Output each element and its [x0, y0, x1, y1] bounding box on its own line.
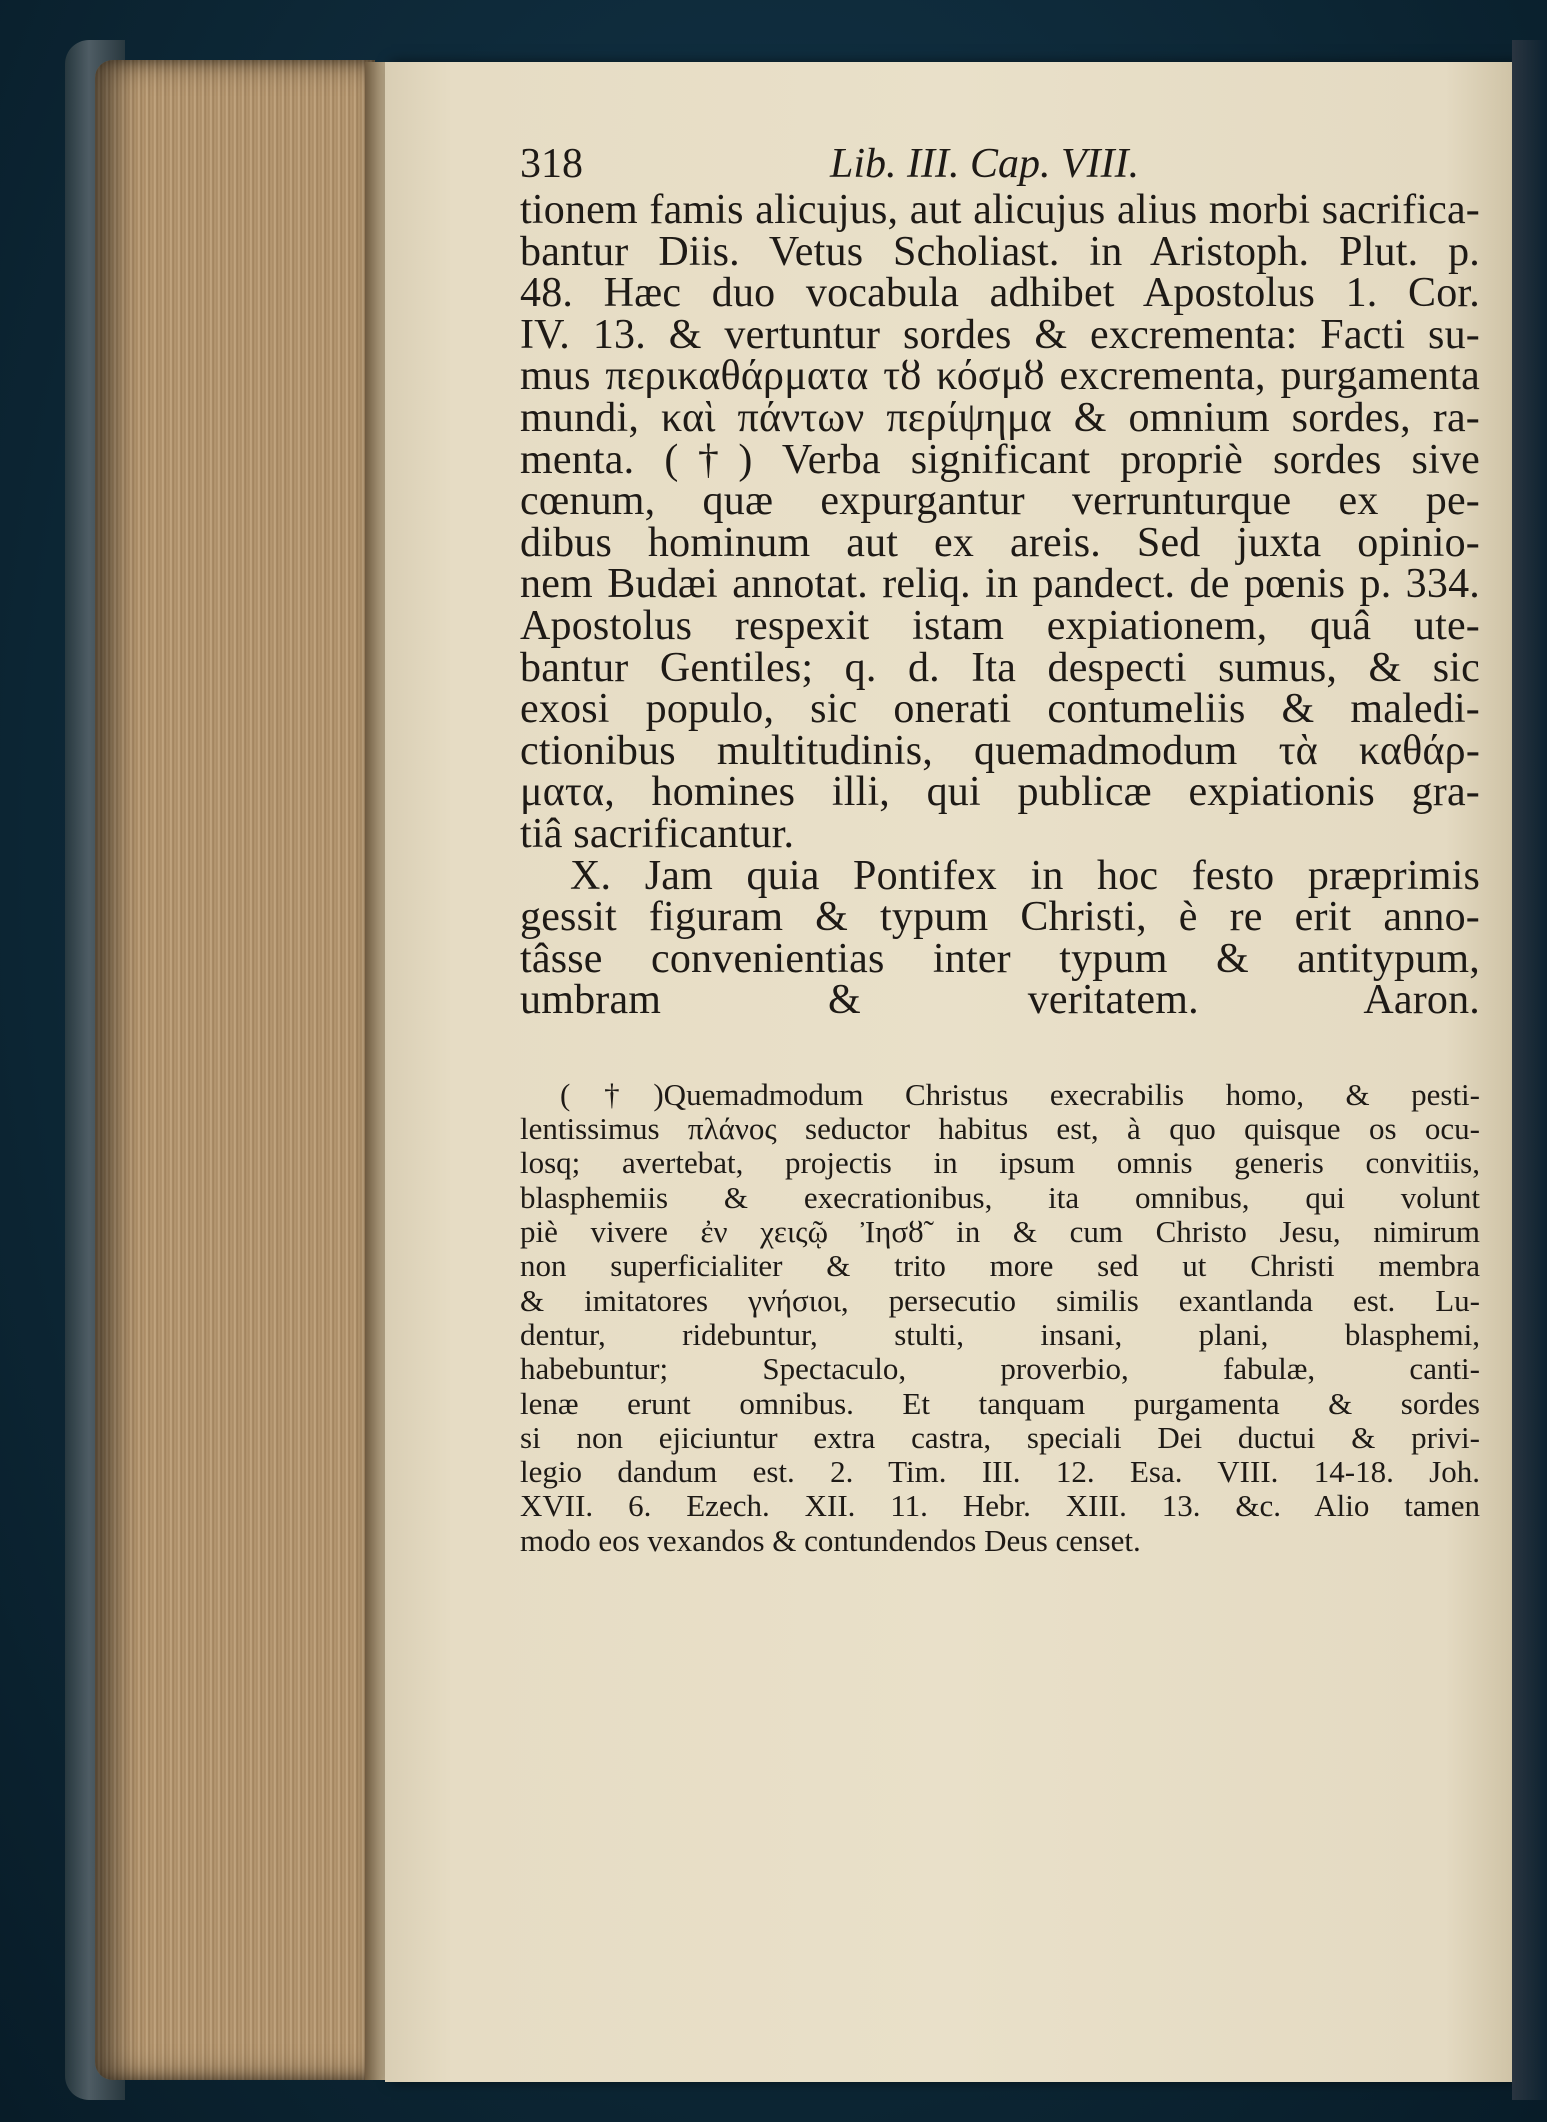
footnote-line: lenæ erunt omnibus. Et tanquam purgamenta & sordes	[520, 1385, 1480, 1421]
footnote	[520, 1078, 1480, 1558]
text-line: tâsse convenientias inter typum & antitypum,	[520, 935, 1480, 982]
footnote-line: (†)Quemadmodum Christus execrabilis homo, & pesti-	[560, 1076, 1480, 1112]
text-line: tiâ sacrificantur.	[520, 810, 795, 857]
text-line: nem Budæi annotat. reliq. in pandect. de pœnis p. 334.	[520, 561, 1480, 608]
text-line: umbram & veritatem. Aaron.	[520, 977, 1480, 1024]
text-line: cœnum, quæ expurgantur verrunturque ex pe-	[520, 478, 1480, 525]
running-header	[520, 140, 1480, 190]
text-line: IV. 13. & vertuntur sordes & excrementa: Facti su-	[520, 311, 1480, 358]
text-line: X. Jam quia Pontifex in hoc festo præprimis	[570, 852, 1480, 899]
footnote-line: lentissimus πλάνος seductor habitus est, à quo quisque os ocu-	[520, 1111, 1480, 1147]
text-line: tionem famis alicujus, aut alicujus alius morbi sacrifica-	[520, 187, 1480, 233]
text-line: dibus hominum aut ex areis. Sed juxta opinio-	[520, 519, 1480, 566]
text-line: Apostolus respexit istam expiationem, quâ ute-	[520, 602, 1480, 649]
footnote-line: dentur, ridebuntur, stulti, insani, plani, blasphemi,	[520, 1316, 1480, 1352]
footnote-line: & imitatores γνήσιοι, persecutio similis exantlanda est. Lu-	[520, 1282, 1480, 1318]
footnote-line: habebuntur; Spectaculo, proverbio, fabulæ, canti-	[520, 1351, 1480, 1387]
page-content	[520, 140, 1480, 1558]
footnote-line: losq; avertebat, projectis in ipsum omnis generis convitiis,	[520, 1145, 1480, 1181]
footnote-line: piè vivere ἐν χειςῷ Ἰησȣ̃ in & cum Christo Jesu, nimirum	[520, 1214, 1480, 1250]
text-line: gessit figuram & typum Christi, è re erit anno-	[520, 894, 1480, 941]
facing-page-edge	[1512, 40, 1547, 2100]
text-line: bantur Diis. Vetus Scholiast. in Aristoph. Plut. p.	[520, 228, 1480, 275]
footnote-line: si non ejiciuntur extra castra, speciali Dei ductui & privi-	[520, 1419, 1480, 1455]
text-line: exosi populo, sic onerati contumeliis & maledi-	[520, 686, 1480, 733]
footnote-line: blasphemiis & execrationibus, ita omnibus, qui volunt	[520, 1179, 1480, 1215]
section-x-paragraph	[520, 852, 1480, 1024]
text-line: bantur Gentiles; q. d. Ita despecti sumus, & sic	[520, 644, 1480, 691]
text-line: menta. (†) Verba significant propriè sordes sive	[520, 436, 1480, 483]
text-line: mus περικαθάρματα τȣ κόσμȣ excrementa, purgamenta	[520, 353, 1480, 400]
footnote-line: XVII. 6. Ezech. XII. 11. Hebr. XIII. 13. &c. Alio tamen	[520, 1488, 1480, 1524]
text-line: ματα, homines illi, qui publicæ expiationis gra-	[520, 769, 1480, 816]
chapter-title: Lib. III. Cap. VIII.	[830, 141, 1140, 187]
page-edges	[95, 60, 375, 2080]
footnote-line: non superficialiter & trito more sed ut Christi membra	[520, 1248, 1480, 1284]
text-line: mundi, καὶ πάντων περίψημα & omnium sordes, ra-	[520, 394, 1480, 441]
footnote-line: legio dandum est. 2. Tim. III. 12. Esa. VIII. 14-18. Joh.	[520, 1454, 1480, 1490]
page-number: 318	[520, 141, 583, 187]
footnote-line: modo eos vexandos & contundendos Deus censet.	[520, 1522, 1141, 1558]
main-text	[520, 187, 1480, 1024]
text-line: 48. Hæc duo vocabula adhibet Apostolus 1. Cor.	[520, 270, 1480, 317]
paragraph-continuation	[520, 187, 1480, 857]
text-line: ctionibus multitudinis, quemadmodum τὰ καθάρ-	[520, 727, 1480, 774]
